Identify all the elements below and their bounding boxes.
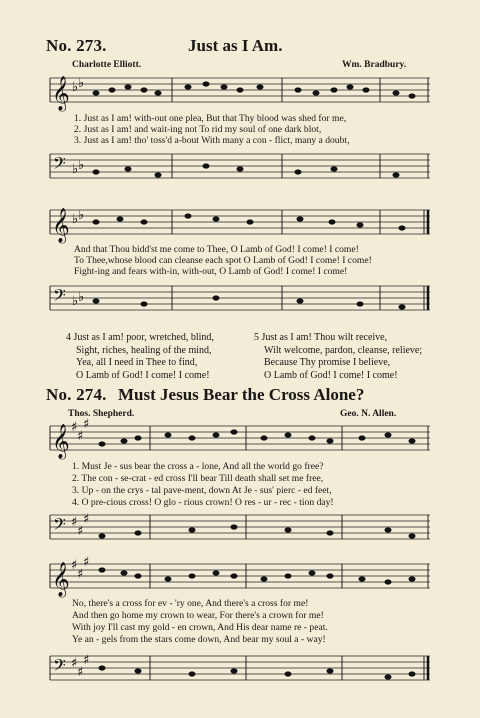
lyric-line-274-1-v1: 1. Must Je - sus bear the cross a - lone, And all the world go free? bbox=[72, 461, 324, 472]
lyric-line-274-2-v3: With joy I'll cast my gold - en crown, And His dear name re - peat. bbox=[72, 622, 328, 633]
music-staff-bass-274-2 bbox=[50, 652, 430, 686]
stanza-5-line-2: Wilt welcome, pardon, cleanse, relieve; bbox=[264, 344, 423, 356]
lyric-line-274-2-v2: And then go home my crown to wear, For there's a crown for me! bbox=[72, 610, 324, 621]
lyric-line-273-2-v3: Fight-ing and fears with-in, with-out, O Lamb of God! I come! I come! bbox=[74, 266, 348, 277]
svg-text:♭: ♭ bbox=[72, 80, 79, 95]
svg-text:♭: ♭ bbox=[72, 162, 79, 177]
lyric-line-273-2-v1: And that Thou bidd'st me come to Thee, O Lamb of God! I come! I come! bbox=[74, 244, 359, 255]
lyric-line-274-1-v3: 3. Up - on the crys - tal pave-ment, down At Je - sus' pierc - ed feet, bbox=[72, 485, 332, 496]
svg-text:♯: ♯ bbox=[77, 429, 84, 444]
music-staff-treble-273-1 bbox=[50, 74, 430, 111]
author-credit-273: Charlotte Elliott. bbox=[72, 60, 142, 70]
svg-text:𝄞: 𝄞 bbox=[52, 424, 70, 459]
lyric-line-274-1-v2: 2. The con - se-crat - ed cross I'll bear Till death shall set me free, bbox=[72, 473, 324, 484]
lyric-line-274-2-v1: No, there's a cross for ev - 'ry one, And there's a cross for me! bbox=[72, 598, 309, 609]
svg-text:𝄞: 𝄞 bbox=[52, 208, 70, 243]
svg-text:𝄢: 𝄢 bbox=[53, 153, 66, 177]
svg-text:♭: ♭ bbox=[78, 290, 85, 305]
svg-text:♯: ♯ bbox=[71, 515, 78, 530]
svg-text:𝄞: 𝄞 bbox=[52, 76, 70, 111]
lyric-line-273-1-v2: 2. Just as I am! and wait-ing not To rid my soul of one dark blot, bbox=[74, 124, 322, 135]
music-staff-treble-274-1 bbox=[50, 417, 430, 459]
composer-credit-273: Wm. Bradbury. bbox=[342, 60, 407, 70]
lyric-line-274-1-v4: 4. O pre-cious cross! O glo - rious crown! O res - ur - rec - tion day! bbox=[72, 497, 334, 508]
svg-text:♯: ♯ bbox=[83, 555, 90, 570]
music-staff-bass-273-1 bbox=[50, 150, 430, 184]
author-credit-274: Thos. Shepherd. bbox=[68, 409, 135, 419]
lyric-line-273-1-v3: 3. Just as I am! tho' toss'd a-bout With many a con - flict, many a doubt, bbox=[74, 135, 350, 146]
stanza-4-line-4: O Lamb of God! I come! I come! bbox=[76, 369, 210, 381]
svg-text:𝄢: 𝄢 bbox=[53, 285, 66, 309]
svg-text:♯: ♯ bbox=[71, 558, 78, 573]
music-staff-bass-273-2 bbox=[50, 282, 430, 316]
stanza-5-line-3: Because Thy promise I believe, bbox=[264, 357, 391, 368]
stanza-4 bbox=[66, 332, 214, 382]
svg-text:♯: ♯ bbox=[71, 656, 78, 671]
stanza-4-line-1: 4 Just as I am! poor, wretched, blind, bbox=[66, 332, 214, 343]
lyric-line-273-1-v1: 1. Just as I am! with-out one plea, But that Thy blood was shed for me, bbox=[74, 113, 347, 124]
stanza-5-line-1: 5 Just as I am! Thou wilt receive, bbox=[254, 332, 388, 343]
stanza-4-line-3: Yea, all I need in Thee to find, bbox=[76, 357, 198, 368]
stanza-5-line-4: O Lamb of God! I come! I come! bbox=[264, 369, 398, 381]
lyric-line-273-2-v2: To Thee,whose blood can cleanse each spot O Lamb of God! I come! I come! bbox=[74, 255, 372, 266]
svg-text:♯: ♯ bbox=[83, 653, 90, 668]
composer-credit-274: Geo. N. Allen. bbox=[340, 409, 397, 419]
hymn-title-273: Just as I Am. bbox=[188, 36, 283, 55]
svg-text:♯: ♯ bbox=[77, 524, 84, 539]
svg-text:𝄞: 𝄞 bbox=[52, 562, 70, 597]
svg-text:♭: ♭ bbox=[72, 212, 79, 227]
hymn-title-274: Must Jesus Bear the Cross Alone? bbox=[118, 385, 365, 404]
svg-text:♭: ♭ bbox=[78, 208, 85, 223]
music-staff-treble-273-2 bbox=[50, 206, 430, 243]
svg-text:♯: ♯ bbox=[83, 417, 90, 432]
stanza-5 bbox=[254, 332, 422, 382]
svg-text:♯: ♯ bbox=[83, 512, 90, 527]
music-staff-bass-274-1 bbox=[50, 511, 430, 545]
stanza-4-line-2: Sight, riches, healing of the mind, bbox=[76, 344, 212, 356]
svg-text:𝄢: 𝄢 bbox=[53, 514, 66, 538]
lyric-line-274-2-v4: Ye an - gels from the stars come down, And bear my soul a - way! bbox=[72, 634, 326, 645]
hymn-number-273: No. 273. bbox=[46, 36, 107, 55]
svg-text:♯: ♯ bbox=[77, 567, 84, 582]
svg-text:♭: ♭ bbox=[72, 294, 79, 309]
svg-text:♯: ♯ bbox=[71, 420, 78, 435]
music-staff-treble-274-2 bbox=[50, 555, 430, 597]
svg-text:♯: ♯ bbox=[77, 665, 84, 680]
svg-text:♭: ♭ bbox=[78, 76, 85, 91]
hymn-number-274: No. 274. bbox=[46, 385, 107, 404]
svg-text:♭: ♭ bbox=[78, 158, 85, 173]
svg-text:𝄢: 𝄢 bbox=[53, 655, 66, 679]
